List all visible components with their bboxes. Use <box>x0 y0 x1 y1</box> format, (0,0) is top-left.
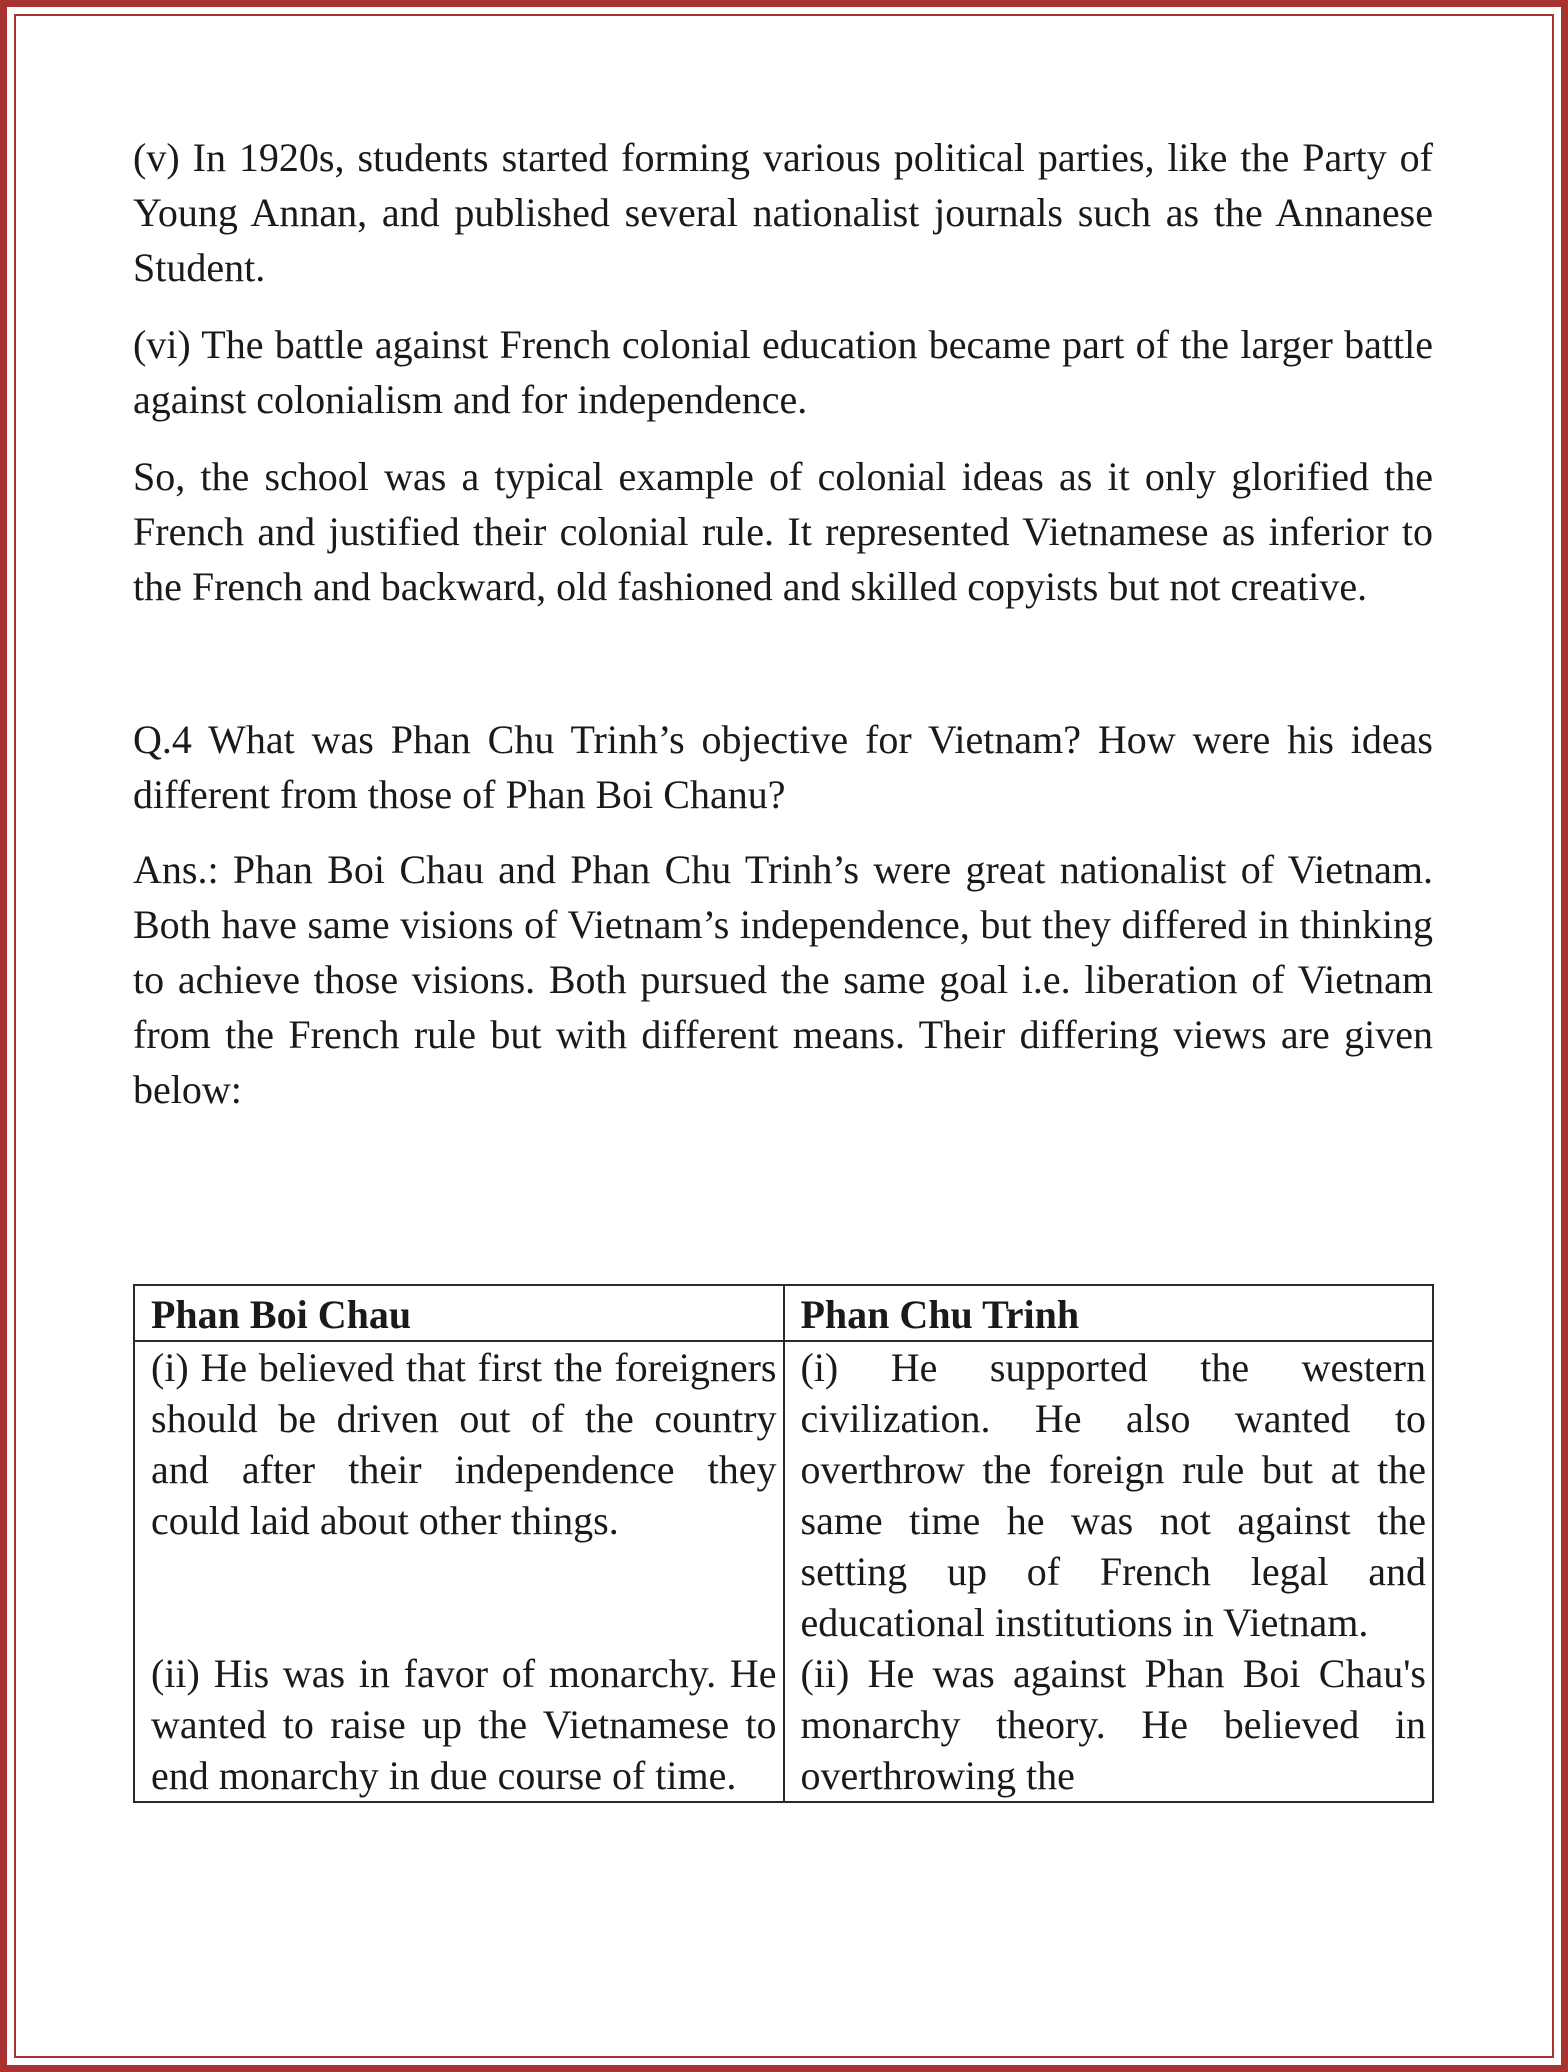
paragraph-v: (v) In 1920s, students started forming various political parties, like the Party of Young Annan, and published several nationalist journals such as the Annanese Student. <box>133 135 1433 290</box>
table-header-row <box>134 1285 1433 1341</box>
table-header-phan-chu-trinh: Phan Chu Trinh <box>784 1285 1434 1341</box>
table-row <box>134 1341 1433 1802</box>
paragraph-conclusion: So, the school was a typical example of colonial ideas as it only glorified the French and justified their colonial rule. It represented Vietnamese as inferior to the French and backward, old fashioned and skilled copyists but not creative. <box>133 454 1433 609</box>
paragraph-vi: (vi) The battle against French colonial education became part of the larger battle against colonialism and for independence. <box>133 322 1433 422</box>
chau-point-2: (ii) His was in favor of monarchy. He wanted to raise up the Vietnamese to end monarchy in due course of time. <box>151 1651 777 1798</box>
document-body <box>133 130 1433 1117</box>
trinh-point-2: (ii) He was against Phan Boi Chau's monarchy theory. He believed in overthrowing the <box>800 1651 1426 1798</box>
table-header-phan-boi-chau: Phan Boi Chau <box>134 1285 784 1341</box>
trinh-point-1: (i) He supported the western civilization. He also wanted to overthrow the foreign rule but at the same time he was not against the setting up of French legal and educational institutions in Vietnam. <box>800 1345 1426 1645</box>
cell-spacer <box>151 1546 777 1648</box>
table-cell-phan-boi-chau <box>134 1341 784 1802</box>
answer-4: Ans.: Phan Boi Chau and Phan Chu Trinh’s were great nationalist of Vietnam. Both have same visions of Vietnam’s independence, but they differed in thinking to achieve those visions. Both pursued the same goal i.e. liberation of Vietnam from the French rule but with different means. Their differing views are given below: <box>133 847 1433 1112</box>
comparison-table <box>133 1284 1434 1803</box>
question-4: Q.4 What was Phan Chu Trinh’s objective for Vietnam? How were his ideas different from those of Phan Boi Chanu? <box>133 717 1433 817</box>
table-cell-phan-chu-trinh <box>784 1341 1434 1802</box>
chau-point-1: (i) He believed that first the foreigners should be driven out of the country and after their independence they could laid about other things. <box>151 1345 777 1543</box>
